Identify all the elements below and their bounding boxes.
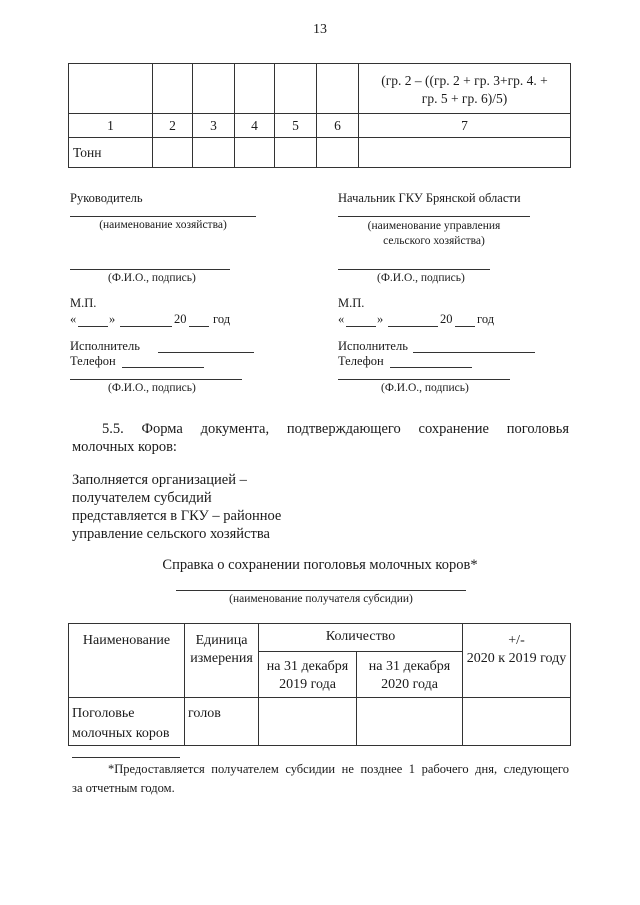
executor-label: Исполнитель	[338, 339, 408, 353]
unit-row-label: Тонн	[69, 138, 153, 168]
month-blank	[388, 326, 438, 327]
table-cell	[357, 698, 463, 746]
year-prefix: 20	[440, 312, 453, 326]
year-suffix: год	[477, 312, 495, 326]
header-line: 2020 года	[381, 677, 438, 692]
table-cell	[259, 698, 357, 746]
header-date-2019	[259, 652, 357, 698]
column-number: 1	[69, 114, 153, 138]
calculation-table	[68, 63, 571, 168]
table-cell	[235, 64, 275, 114]
right-signer-caption	[338, 219, 530, 249]
row-name	[69, 698, 185, 746]
fill-note	[72, 471, 281, 543]
year-suffix: год	[213, 312, 231, 326]
header-line: 2020 к 2019 году	[466, 651, 567, 666]
fill-note-line: управление сельского хозяйства	[72, 526, 270, 542]
column-number: 5	[275, 114, 317, 138]
table-cell	[275, 138, 317, 168]
caption-line: (наименование управления	[367, 220, 501, 232]
date-quote-close: »	[109, 312, 116, 326]
fio-caption: (Ф.И.О., подпись)	[108, 382, 196, 394]
table-cell	[275, 64, 317, 114]
caption-line: сельского хозяйства)	[383, 235, 485, 247]
signature-line	[70, 216, 256, 217]
column-number: 2	[153, 114, 193, 138]
executor-label: Исполнитель	[70, 339, 140, 353]
header-name: Наименование	[69, 624, 185, 698]
date-quote-open: «	[338, 312, 345, 326]
fio-caption: (Ф.И.О., подпись)	[381, 382, 469, 394]
table-cell	[153, 64, 193, 114]
recipient-caption: (наименование получателя субсидии)	[229, 593, 413, 605]
phone-label: Телефон	[338, 354, 384, 368]
header-line: Единица	[195, 633, 248, 648]
date-quote-close: »	[377, 312, 384, 326]
footnote-separator	[72, 757, 180, 758]
left-signer-title: Руководитель	[70, 191, 143, 205]
formula-line: (гр. 2 – ((гр. 2 + гр. 3+гр. 4. +	[381, 72, 548, 88]
section-heading-line: молочных коров:	[72, 439, 177, 455]
table-cell	[317, 138, 359, 168]
page-number: 13	[313, 22, 327, 37]
phone-blank	[122, 367, 204, 368]
formula-line: гр. 5 + гр. 6)/5)	[421, 90, 508, 106]
livestock-table	[68, 623, 571, 746]
column-number: 3	[193, 114, 235, 138]
year-blank	[189, 326, 209, 327]
day-blank	[346, 326, 376, 327]
header-quantity: Количество	[259, 624, 463, 652]
column-number: 6	[317, 114, 359, 138]
row-name-line: Поголовье	[72, 706, 135, 721]
year-prefix: 20	[174, 312, 187, 326]
phone-blank	[390, 367, 472, 368]
year-blank	[455, 326, 475, 327]
header-line: на 31 декабря	[266, 659, 349, 674]
fill-note-line: Заполняется организацией –	[72, 472, 247, 488]
formula-cell	[359, 64, 571, 114]
column-number: 4	[235, 114, 275, 138]
row-unit: голов	[185, 698, 259, 746]
phone-label: Телефон	[70, 354, 116, 368]
table-cell	[193, 138, 235, 168]
table-cell	[359, 138, 571, 168]
table-cell	[317, 64, 359, 114]
fio-caption: (Ф.И.О., подпись)	[108, 272, 196, 284]
table-cell	[235, 138, 275, 168]
table-cell	[463, 698, 571, 746]
fill-note-line: представляется в ГКУ – районное	[72, 508, 282, 524]
signature-line	[70, 379, 242, 380]
right-signer-title: Начальник ГКУ Брянской области	[338, 191, 521, 205]
footnote-line: *Предоставляется получателем субсидии не позднее 1 рабочего дня, следующего	[108, 762, 569, 776]
header-line: на 31 декабря	[368, 659, 451, 674]
row-name-line: молочных коров	[72, 726, 170, 741]
signature-line	[70, 269, 230, 270]
recipient-name-line	[176, 590, 466, 591]
fill-note-line: получателем субсидий	[72, 490, 212, 506]
footnote-line: за отчетным годом.	[72, 781, 175, 795]
stamp-place: М.П.	[338, 296, 365, 310]
fio-caption: (Ф.И.О., подпись)	[377, 272, 465, 284]
column-number: 7	[359, 114, 571, 138]
date-quote-open: «	[70, 312, 77, 326]
month-blank	[120, 326, 172, 327]
date-line	[70, 312, 270, 328]
stamp-place: М.П.	[70, 296, 97, 310]
left-signer-caption: (наименование хозяйства)	[99, 219, 227, 231]
signature-line	[338, 379, 510, 380]
header-line: 2019 года	[279, 677, 336, 692]
header-difference	[463, 624, 571, 698]
signature-line	[338, 216, 530, 217]
section-heading-line: 5.5. Форма документа, подтверждающего сохранение поголовья	[102, 421, 569, 437]
header-unit	[185, 624, 259, 698]
executor-blank	[413, 352, 535, 353]
signature-line	[338, 269, 490, 270]
day-blank	[78, 326, 108, 327]
table-cell	[193, 64, 235, 114]
header-line: +/-	[508, 633, 525, 648]
header-date-2020	[357, 652, 463, 698]
executor-blank	[158, 352, 254, 353]
header-line: измерения	[190, 651, 253, 666]
table-cell	[153, 138, 193, 168]
date-line	[338, 312, 538, 328]
table-cell	[69, 64, 153, 114]
form-title: Справка о сохранении поголовья молочных коров*	[162, 557, 478, 573]
